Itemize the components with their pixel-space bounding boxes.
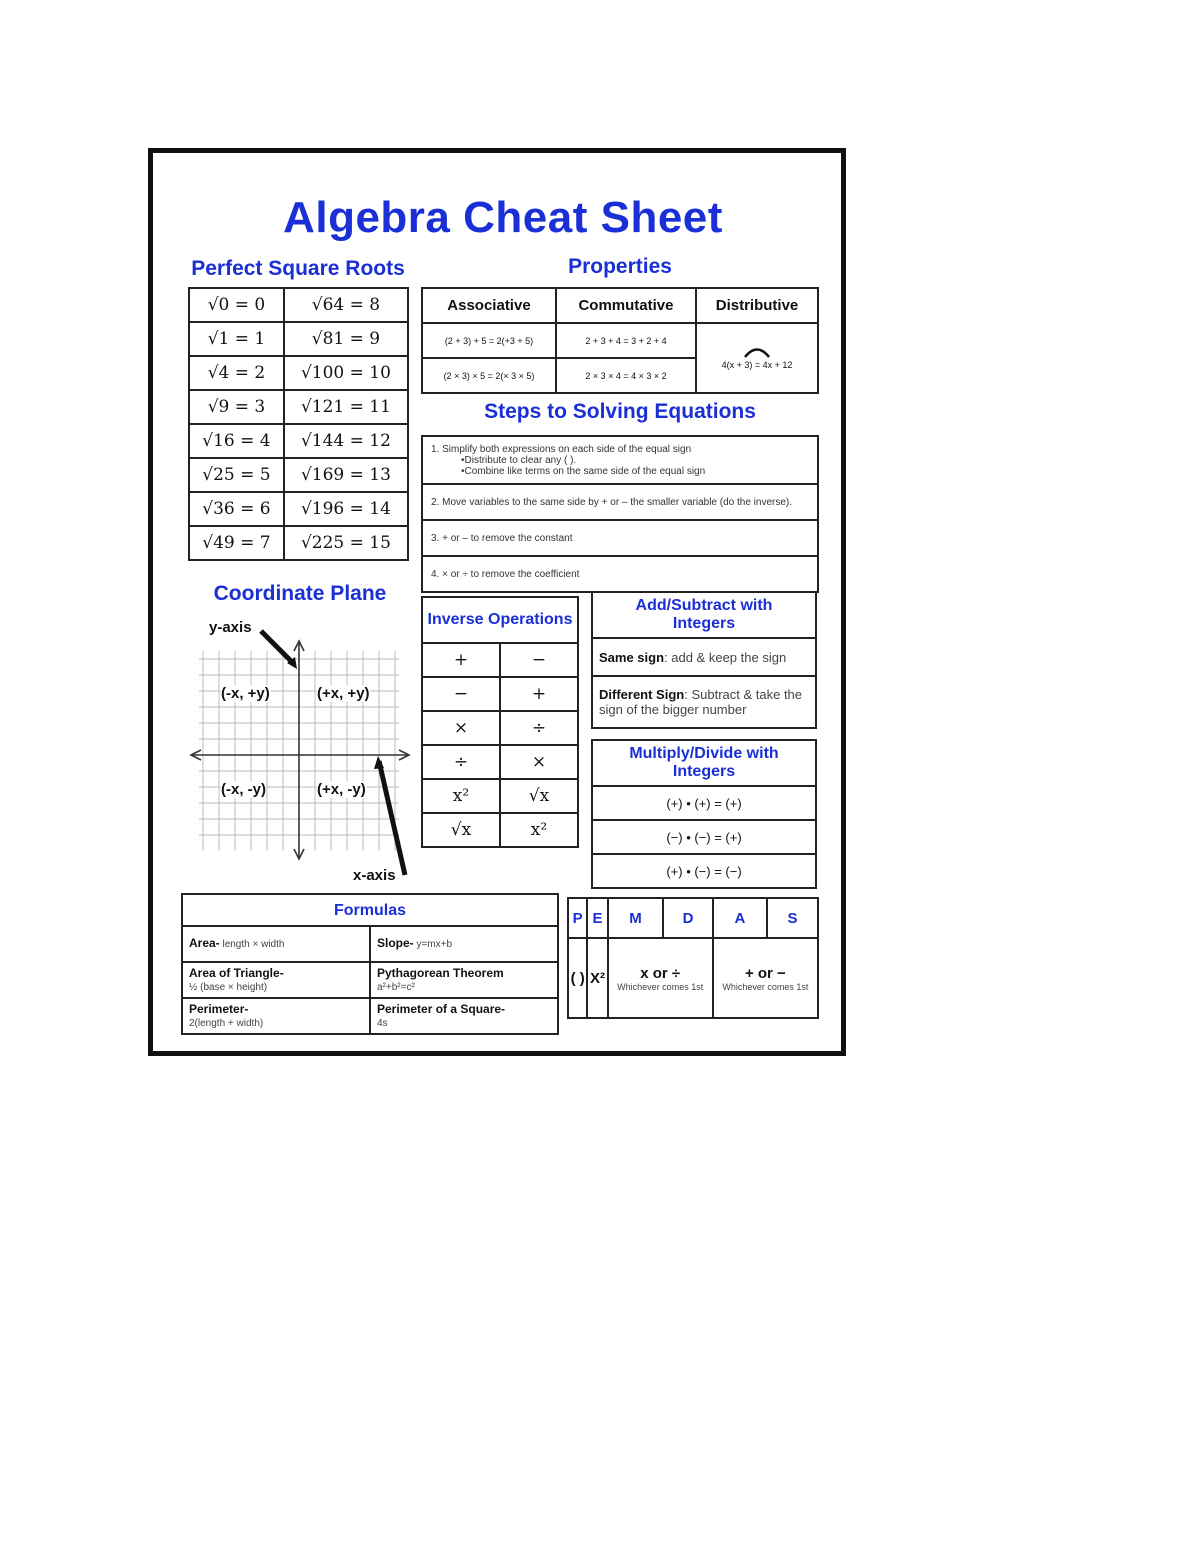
step-1: [422, 436, 818, 484]
inverse-cell: ÷: [500, 711, 578, 745]
as-label: + or −: [744, 964, 786, 982]
multiply-divide-cell: [608, 938, 713, 1018]
steps-heading: Steps to Solving Equations: [484, 400, 756, 423]
inverse-cell: x²: [422, 779, 500, 813]
multiply-divide-row: [592, 820, 816, 854]
square-root-row: [189, 390, 408, 424]
multiply-divide-heading: Multiply/Divide with Integers: [592, 740, 816, 786]
perfect-square-roots-heading: Perfect Square Roots: [191, 257, 405, 280]
add-subtract-table: [591, 591, 817, 729]
square-root-cell: √25 = 5: [189, 458, 284, 492]
formula-text: 2(length + width): [189, 1017, 264, 1029]
multiply-divide-table: [591, 739, 817, 889]
square-root-cell: √196 = 14: [284, 492, 408, 526]
inverse-cell: ÷: [422, 745, 500, 779]
inverse-operations-heading: Inverse Operations: [422, 597, 578, 643]
step-4: 4. × or ÷ to remove the coefficient: [422, 556, 818, 592]
add-subtract-cell: [713, 938, 818, 1018]
pemdas-table: [567, 897, 819, 1019]
commutative-example: 2 + 3 + 4 = 3 + 2 + 4: [556, 323, 696, 358]
inverse-cell: √x: [422, 813, 500, 847]
formula-row: [182, 962, 558, 998]
step-1-sub-b: •Combine like terms on the same side of the equal sign: [461, 465, 706, 477]
step-3: 3. + or – to remove the constant: [422, 520, 818, 556]
square-root-cell: √49 = 7: [189, 526, 284, 560]
properties-heading: Properties: [568, 255, 672, 278]
inverse-cell: +: [500, 677, 578, 711]
md-label: x or ÷: [640, 964, 681, 982]
formula-text: a²+b²=c²: [377, 981, 415, 993]
cheat-sheet: [148, 148, 846, 1056]
formula-cell: [370, 998, 558, 1034]
formula-text: 4s: [377, 1017, 388, 1029]
square-root-cell: √100 = 10: [284, 356, 408, 390]
square-root-row: [189, 458, 408, 492]
inverse-cell: +: [422, 643, 500, 677]
formula-cell: [182, 962, 370, 998]
square-root-cell: √1 = 1: [189, 322, 284, 356]
formulas-table: [181, 893, 559, 1035]
multiply-divide-row: [592, 854, 816, 888]
square-root-cell: √9 = 3: [189, 390, 284, 424]
associative-example: (2 + 3) + 5 = 2(+3 + 5): [422, 323, 556, 358]
formula-cell: [182, 998, 370, 1034]
pemdas-letter: S: [767, 898, 818, 938]
inverse-row: [422, 779, 578, 813]
square-root-cell: √169 = 13: [284, 458, 408, 492]
page-title: Algebra Cheat Sheet: [283, 193, 723, 242]
pemdas-letter: E: [587, 898, 607, 938]
square-root-row: [189, 288, 408, 322]
inverse-row: [422, 711, 578, 745]
square-root-cell: √225 = 15: [284, 526, 408, 560]
different-sign-text: : Subtract & take the sign of the bigger number: [599, 687, 803, 717]
square-root-cell: √0 = 0: [189, 288, 284, 322]
formulas-heading: Formulas: [182, 894, 558, 926]
pemdas-letter: M: [608, 898, 664, 938]
inverse-cell: √x: [500, 779, 578, 813]
different-sign-rule: [592, 676, 816, 728]
formula-cell: [182, 926, 370, 962]
add-subtract-heading: Add/Subtract with Integers: [592, 592, 816, 638]
pemdas-letter: D: [663, 898, 712, 938]
distributive-formula: 4(x + 3) = 4x + 12: [721, 360, 793, 370]
inverse-row: [422, 745, 578, 779]
quadrant-4-label: (+x, -y): [317, 781, 366, 798]
step-1-sub-a: •Distribute to clear any ( ).: [461, 454, 577, 466]
square-root-cell: √81 = 9: [284, 322, 408, 356]
inverse-row: [422, 677, 578, 711]
formula-label: Area of Triangle-: [189, 965, 284, 980]
exponent-cell: X²: [587, 938, 607, 1018]
square-root-cell: √144 = 12: [284, 424, 408, 458]
different-sign-label: Different Sign: [599, 687, 685, 702]
square-root-row: [189, 356, 408, 390]
inverse-row: [422, 643, 578, 677]
square-root-cell: √4 = 2: [189, 356, 284, 390]
multiply-divide-rule: (+) • (−) = (−): [592, 854, 816, 888]
step-2: 2. Move variables to the same side by + or – the smaller variable (do the inverse).: [422, 484, 818, 520]
commutative-header: Commutative: [556, 288, 696, 323]
same-sign-label: Same sign: [599, 649, 665, 665]
perfect-square-roots-table: [188, 287, 409, 561]
square-root-cell: √64 = 8: [284, 288, 408, 322]
quadrant-3-label: (-x, -y): [221, 781, 266, 798]
md-note: Whichever comes 1st: [617, 981, 704, 992]
y-axis-label: y-axis: [209, 619, 252, 636]
square-root-cell: √121 = 11: [284, 390, 408, 424]
step-1-text: 1. Simplify both expressions on each side of the equal sign: [431, 443, 692, 455]
square-root-row: [189, 322, 408, 356]
distribute-arc-icon: [742, 346, 772, 358]
properties-table: [421, 287, 819, 394]
quadrant-1-label: (+x, +y): [317, 685, 370, 702]
coordinate-plane-heading: Coordinate Plane: [213, 582, 387, 605]
quadrant-2-label: (-x, +y): [221, 685, 270, 702]
parentheses-cell: ( ): [568, 938, 587, 1018]
square-root-cell: √16 = 4: [189, 424, 284, 458]
inverse-cell: ×: [500, 745, 578, 779]
formula-label: Pythagorean Theorem: [377, 965, 504, 980]
formula-text: length × width: [219, 939, 285, 950]
pemdas-letter: A: [713, 898, 767, 938]
multiply-divide-rule: (−) • (−) = (+): [592, 820, 816, 854]
square-root-row: [189, 526, 408, 560]
as-note: Whichever comes 1st: [722, 981, 809, 992]
formula-text: y=mx+b: [413, 939, 453, 950]
pemdas-letter: P: [568, 898, 587, 938]
steps-table: [421, 435, 819, 593]
same-sign-rule: [592, 638, 816, 676]
x-axis-label: x-axis: [353, 867, 396, 884]
distributive-example: [696, 323, 818, 393]
inverse-row: [422, 813, 578, 847]
distributive-header: Distributive: [696, 288, 818, 323]
formula-label: Area-: [189, 936, 220, 950]
multiply-divide-row: [592, 786, 816, 820]
formula-row: [182, 998, 558, 1034]
formula-text: ½ (base × height): [189, 981, 268, 993]
formula-cell: [370, 962, 558, 998]
inverse-cell: −: [500, 643, 578, 677]
inverse-cell: ×: [422, 711, 500, 745]
multiply-divide-rule: (+) • (+) = (+): [592, 786, 816, 820]
formula-row: [182, 926, 558, 962]
coordinate-grid-graphic: [183, 611, 423, 886]
formula-label: Perimeter-: [189, 1001, 249, 1016]
formula-label: Slope-: [377, 936, 414, 950]
same-sign-text: : add & keep the sign: [664, 649, 787, 665]
inverse-cell: −: [422, 677, 500, 711]
associative-header: Associative: [422, 288, 556, 323]
square-root-cell: √36 = 6: [189, 492, 284, 526]
inverse-operations-table: [421, 596, 579, 848]
formula-label: Perimeter of a Square-: [377, 1001, 506, 1016]
commutative-example-2: 2 × 3 × 4 = 4 × 3 × 2: [556, 358, 696, 393]
coordinate-plane: [183, 611, 423, 886]
square-root-row: [189, 424, 408, 458]
square-root-row: [189, 492, 408, 526]
formula-cell: [370, 926, 558, 962]
inverse-cell: x²: [500, 813, 578, 847]
associative-example-2: (2 × 3) × 5 = 2(× 3 × 5): [422, 358, 556, 393]
